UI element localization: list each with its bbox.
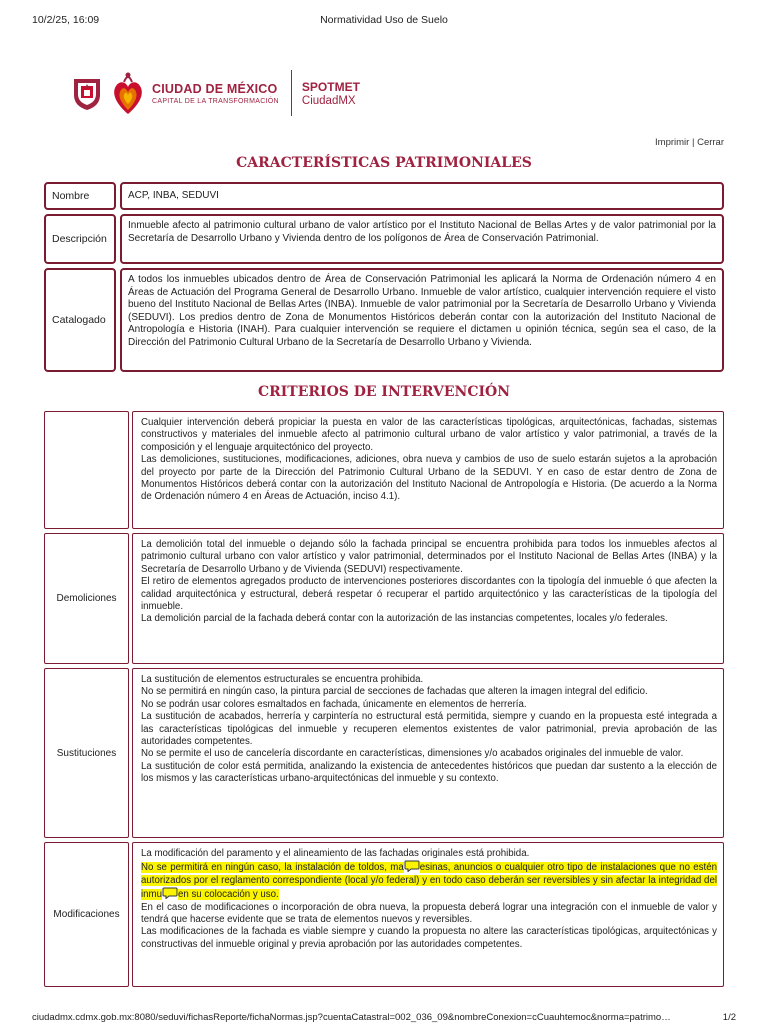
value-modificaciones	[132, 842, 724, 987]
print-datetime: 10/2/25, 16:09	[32, 14, 100, 26]
comment-note-icon[interactable]	[162, 887, 178, 899]
value-catalogado: A todos los inmuebles ubicados dentro de Área de Conservación Patrimonial les aplicará la Norma de Ordenación número 4 en Áreas de Actuación del Programa General de Desarrollo Urbano. Inmueble de valor artístico, cualquier intervención requiere el visto bueno del Instituto Nacional de Bellas Artes (INBA). Inmueble de valor patrimonial por la Secretaría de Desarrollo Urbano y Vivienda (SEDUVI). Los predios dentro de Zona de Monumentos Históricos deberán contar con la autorización del Instituto Nacional de Antropología e Historia (INAH). Para cualquier intervención se requiere el dictamen u opinión técnica, según sea el caso, de la Dirección del Patrimonio Cultural Urbano de la Secretaría de Desarrollo Urbano y Vivienda.	[120, 268, 724, 372]
demoliciones-paragraph: El retiro de elementos agregados producto de intervenciones posteriores discordantes con la tipología del inmueble ó que afecten la calidad arquitectónica y estructural, deberá respetar ó recuperar el partido arquitectónico y las características de la tipología del inmueble.	[141, 576, 717, 613]
highlighted-text: esinas, anuncios o cualquier otro tipo de instalaciones que no estén autorizados por el reglamento correspondiente (local y/o federal) y en todo caso deberán ser reversibles y sin afectar la integridad del inmu	[141, 862, 717, 901]
criteria-title: CRITERIOS DE INTERVENCIÓN	[257, 384, 511, 400]
value-nombre: ACP, INBA, SEDUVI	[120, 182, 724, 210]
modificaciones-paragraph: En el caso de modificaciones o incorporación de obra nueva, la propuesta deberá lograr una integración con el inmueble de valor y tendrá que hacerse evidente que se trata de elementos nuevos y reversibles.	[141, 901, 717, 926]
cdmx-heart-logo-icon	[110, 70, 146, 116]
demoliciones-paragraph: La demolición total del inmueble o dejando sólo la fachada principal se encuentra prohibida para todos los inmuebles afectos al patrimonio cultural urbano con valor artístico y valor patrimonial, determinados por el Instituto Nacional de Bellas Artes (INBA) y la Secretaría de Desarrollo Urbano y de Vivienda (SEDUVI) respectivamente.	[141, 539, 717, 575]
cdmx-crest-icon	[72, 75, 102, 111]
close-link[interactable]: Cerrar	[697, 137, 724, 148]
cdmx-tagline: CAPITAL DE LA TRANSFORMACIÓN	[152, 97, 279, 105]
row-catalogado	[44, 268, 724, 372]
general-paragraph: Las demoliciones, sustituciones, modificaciones, adiciones, obra nueva y cambios de uso de suelo estarán sujetos a la aprobación del proyecto por parte de la Dirección del Patrimonio Cultural Urbano de la SEDUVI. Y en caso de estar dentro de Zona de Monumentos Históricos deberá contar con la autorización del Instituto Nacional de Antropología e Historia. (De acuerdo a la Norma de Ordenación número 4 en Áreas de Actuación, inciso 4.1).	[141, 454, 717, 503]
label-catalogado: Catalogado	[44, 268, 116, 372]
footer-url: ciudadmx.cdmx.gob.mx:8080/seduvi/fichasReporte/fichaNormas.jsp?cuentaCatastral=002_036_09&nombreConexion=cCuauhtemoc&norma=patrimo…	[32, 1012, 671, 1023]
sustituciones-paragraph: La sustitución de color está permitida, analizando la existencia de antecedentes históricos que puedan dar sustento a la elección de los mismos y las características urbano-arquitectónicas del inmueble y su contexto.	[141, 760, 717, 785]
row-modificaciones	[44, 842, 724, 987]
sustituciones-paragraph: No se permitirá en ningún caso, la pintura parcial de secciones de fachadas que alteren la imagen integral del edificio.	[141, 686, 648, 698]
print-page-title: Normatividad Uso de Suelo	[320, 14, 448, 26]
label-sustituciones: Sustituciones	[44, 668, 129, 838]
page-number: 1/2	[722, 1012, 736, 1023]
sustituciones-paragraph: No se permite el uso de cancelería discordante en características, dimensiones y/o acabados originales del inmueble de valor.	[141, 748, 684, 760]
spotmet-name: SPOTMET	[301, 79, 360, 94]
comment-note-icon[interactable]	[404, 860, 420, 872]
row-sustituciones	[44, 668, 724, 838]
print-close-actions	[655, 137, 724, 148]
actions-separator: |	[689, 137, 698, 148]
modificaciones-paragraph: Las modificaciones de la fachada es viable siempre y cuando la propuesta no altere las características tipológicas, arquitectónicas y constructivas del inmueble original y previa aprobación por las autoridades competentes.	[141, 926, 717, 950]
general-paragraph: Cualquier intervención deberá propiciar la puesta en valor de las características tipológicas, arquitectónicas, fachadas, sistemas constructivos y materiales del inmueble afecto al patrimonio cultural urbano de valor artístico y valor patrimonial, a través de la composición y el lenguaje arquitectónico del proyecto.	[141, 417, 717, 453]
sustituciones-paragraph: La sustitución de acabados, herrería y carpintería no estructural está permitida, siempre y cuando en la propuesta esté integrada a las características tipológicas del inmueble y recuperen elementos existentes de valor patrimonial, previa aprobación de las autoridades competentes.	[141, 711, 717, 748]
row-demoliciones	[44, 533, 724, 664]
demoliciones-paragraph: La demolición parcial de la fachada deberá contar con la autorización de las instancias competentes, locales y/o federales.	[141, 613, 668, 625]
spotmet-sub: CiudadMX	[301, 94, 356, 107]
cdmx-name: CIUDAD DE MÉXICO	[152, 81, 278, 96]
label-empty	[44, 411, 129, 529]
value-descripcion: Inmueble afecto al patrimonio cultural urbano de valor artístico por el Instituto Nacional de Bellas Artes y de valor patrimonial por la Secretaría de Desarrollo Urbano y Vivienda dentro de los polígonos de Área de Conservación Patrimonial.	[120, 214, 724, 264]
row-nombre	[44, 182, 724, 210]
label-demoliciones: Demoliciones	[44, 533, 129, 664]
characteristics-title: CARACTERÍSTICAS PATRIMONIALES	[236, 155, 532, 171]
logo-divider	[291, 70, 292, 116]
label-descripcion: Descripción	[44, 214, 116, 264]
value-sustituciones	[132, 668, 724, 838]
row-criterios-generales	[44, 411, 724, 529]
value-criterios-generales	[132, 411, 724, 529]
sustituciones-paragraph: La sustitución de elementos estructurales se encuentra prohibida.	[141, 674, 424, 685]
row-descripcion	[44, 214, 724, 264]
print-header	[32, 14, 736, 30]
modificaciones-highlighted-paragraph	[141, 860, 717, 901]
print-link[interactable]: Imprimir	[655, 137, 690, 148]
label-modificaciones: Modificaciones	[44, 842, 129, 987]
highlighted-text: No se permitirá en ningún caso, la instalación de toldos, ma	[141, 862, 404, 874]
cdmx-wordmark	[152, 82, 279, 105]
highlighted-text: en su colocación y uso.	[178, 889, 279, 901]
label-nombre: Nombre	[44, 182, 116, 210]
header-logos	[72, 64, 360, 122]
value-demoliciones	[132, 533, 724, 664]
modificaciones-paragraph: La modificación del paramento y el alineamiento de las fachadas originales está prohibida.	[141, 848, 530, 859]
spotmet-wordmark	[302, 80, 360, 107]
sustituciones-paragraph: No se podrán usar colores esmaltados en fachada, únicamente en elementos de herrería.	[141, 698, 527, 710]
